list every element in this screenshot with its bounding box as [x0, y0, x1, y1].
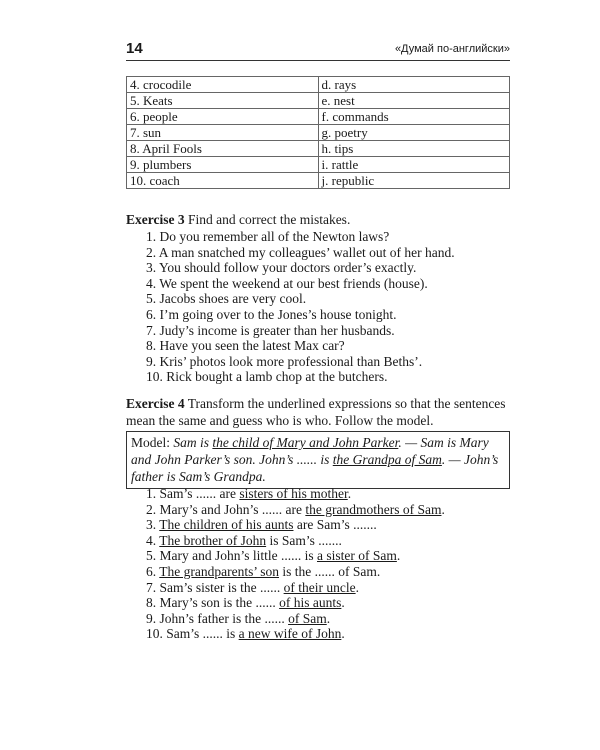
table-row [127, 93, 510, 109]
exercise-3-list [146, 229, 455, 385]
list-item [146, 533, 445, 549]
item-text: Sam’s sister is the ...... [159, 579, 284, 595]
item-text: Mary’s son is the ...... [159, 595, 280, 611]
item-underlined: a new wife of John [238, 626, 342, 642]
item-underlined: sisters of his mother [239, 486, 348, 501]
model-underlined-1: the child of Mary and John Parker [212, 435, 399, 450]
item-number: 4. [146, 532, 160, 548]
item-text: Mary and John’s little ...... is [159, 548, 317, 564]
table-row [127, 125, 510, 141]
exercise-3-label: Exercise 3 [126, 212, 185, 227]
table-cell: h. tips [318, 141, 510, 157]
list-item: 1. Do you remember all of the Newton laws? [146, 229, 390, 244]
item-number: 9. [146, 610, 160, 626]
item-number: 5. [146, 548, 160, 564]
model-text-3: . — John’s father is Sam’s Grandpa. [131, 452, 499, 484]
item-text: Sam’s ...... is [166, 626, 239, 642]
item-underlined: the grandmothers of Sam [305, 501, 442, 517]
table-cell: 7. sun [127, 125, 319, 141]
list-item [146, 626, 445, 642]
table-row [127, 77, 510, 93]
item-text-end: . [341, 595, 345, 611]
list-item: 8. Have you seen the latest Max car? [146, 338, 345, 354]
exercise-4-heading [126, 395, 510, 429]
list-item: 5. Jacobs shoes are very cool. [146, 291, 307, 307]
item-text-end: . [441, 501, 445, 517]
list-item [146, 580, 445, 596]
exercise-4-instruction: Transform the underlined expressions so that the sentences mean the same and guess who is who. Follow the model. [126, 396, 506, 428]
table-row [127, 173, 510, 189]
page-header [126, 40, 510, 61]
item-number: 8. [146, 595, 160, 611]
model-box [126, 431, 510, 489]
table-cell: 9. plumbers [127, 157, 319, 173]
exercise-4-label: Exercise 4 [126, 396, 185, 411]
item-text: Mary’s and John’s ...... are [159, 501, 306, 517]
table-row [127, 141, 510, 157]
item-text: John’s father is the ...... [159, 610, 289, 626]
table-cell: i. rattle [318, 157, 510, 173]
exercise-3-heading [126, 211, 510, 228]
list-item [146, 548, 445, 564]
item-underlined: of their uncle [283, 579, 356, 595]
list-item [146, 595, 445, 611]
item-text-end: . [355, 579, 359, 595]
model-text-2: . — Sam is Mary and John Parker’s son. John’s ...... is [131, 435, 489, 467]
item-underlined: The grandparents’ son [159, 563, 279, 579]
item-text-end: . [341, 626, 345, 642]
item-text-end: . [347, 486, 352, 501]
table-cell: j. republic [318, 173, 510, 189]
running-head: «Думай по-английски» [394, 43, 510, 55]
item-number: 6. [146, 563, 160, 579]
item-underlined: of his aunts [279, 595, 342, 611]
page-number: 14 [126, 40, 143, 57]
model-underlined-2: the Grandpa of Sam [332, 452, 442, 467]
item-number: 2. [146, 501, 160, 517]
list-item: 6. I’m going over to the Jones’s house tonight. [146, 306, 397, 322]
list-item [146, 517, 445, 533]
item-underlined: The brother of John [159, 532, 267, 548]
item-text-end: is Sam’s ....... [266, 532, 342, 548]
list-item: 4. We spent the weekend at our best friends (house). [146, 275, 428, 291]
table-cell: 6. people [127, 109, 319, 125]
item-text: Sam’s ...... are [159, 486, 240, 501]
item-number: 3. [146, 517, 160, 533]
item-number: 7. [146, 579, 160, 595]
table-row [127, 109, 510, 125]
list-item [146, 502, 445, 518]
list-item: 7. Judy’s income is greater than her husbands. [146, 322, 395, 338]
item-underlined: The children of his aunts [159, 517, 294, 533]
table-cell: 10. coach [127, 173, 319, 189]
model-label: Model: [131, 435, 174, 450]
table-cell: 8. April Fools [127, 141, 319, 157]
exercise-4-list [146, 486, 445, 642]
list-item [146, 564, 445, 580]
list-item [146, 611, 445, 627]
item-underlined: of Sam [288, 610, 327, 626]
item-text-end: . [396, 548, 401, 564]
item-text-end: is the ...... of Sam. [278, 563, 381, 579]
list-item: 9. Kris’ photos look more professional than Beths’. [146, 353, 423, 369]
table-cell: e. nest [318, 93, 510, 109]
table-row [127, 157, 510, 173]
matching-table [126, 76, 510, 189]
table-cell: 4. crocodile [127, 77, 319, 93]
item-underlined: a sister of Sam [317, 548, 397, 564]
item-text-end: . [326, 610, 331, 626]
table-cell: 5. Keats [127, 93, 319, 109]
list-item [146, 486, 445, 502]
item-number: 10. [146, 626, 167, 642]
item-number: 1. [146, 486, 160, 501]
exercise-3-instruction: Find and correct the mistakes. [184, 212, 351, 227]
list-item: 3. You should follow your doctors order’s exactly. [146, 260, 417, 276]
table-cell: g. poetry [318, 125, 510, 141]
model-text-1: Sam is [173, 435, 213, 450]
list-item: 10. Rick bought a lamb chop at the butchers. [146, 369, 388, 385]
item-text-end: are Sam’s ....... [293, 517, 377, 533]
table-cell: f. commands [318, 109, 510, 125]
list-item: 2. A man snatched my colleagues’ wallet out of her hand. [146, 244, 455, 260]
table-cell: d. rays [318, 77, 510, 93]
